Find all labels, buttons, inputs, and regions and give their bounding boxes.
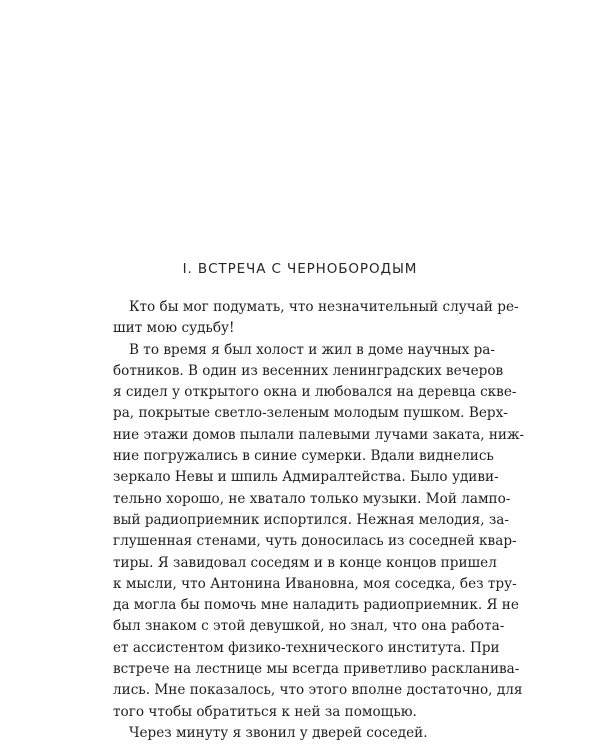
text-line: ние этажи домов пылали палевыми лучами заката, ниж- [113,426,525,443]
text-line: тиры. Я завидовал соседям и в конце концов пришел [113,554,497,571]
text-line: встрече на лестнице мы всегда приветливо раскланива- [113,661,520,678]
text-line: Кто бы мог подумать, что незначительный случай ре- [129,299,519,315]
text-line: вый радиоприемник испортился. Нежная мелодия, за- [113,511,509,528]
text-line: тельно хорошо, не хватало только музыки. Мой лампо- [113,490,511,507]
text-line: ра, покрытые светло-зеленым молодым пушком. Верх- [113,405,508,422]
text-line: Через минуту я звонил у дверей соседей. [129,724,428,741]
paragraph [113,297,519,340]
body-text [113,297,525,744]
text-line: зеркало Невы и шпиль Адмиралтейства. Было удиви- [113,469,499,486]
paragraph [113,723,485,744]
text-line: того чтобы обратиться к ней за помощью. [113,703,417,720]
text-line: лись. Мне показалось, что этого вполне достаточно, для [113,682,523,699]
text-line: В то время я был холост и жил в доме научных ра- [129,341,495,358]
text-line: шит мою судьбу! [113,320,235,337]
text-line: да могла бы помочь мне наладить радиоприемник. Я не [113,597,519,614]
text-line: был знаком с этой девушкой, но знал, что она работа- [113,618,505,635]
text-line: ботников. В один из весенних ленинградских вечеров [113,362,504,379]
paragraph [113,340,525,723]
text-line: к мысли, что Антонина Ивановна, моя соседка, без тру- [113,575,517,592]
chapter-title: I. ВСТРЕЧА С ЧЕРНОБОРОДЫМ [182,261,418,277]
text-line: я сидел у открытого окна и любовался на деревца скве- [113,384,517,401]
text-line: ет ассистентом физико-технического института. При [113,639,500,656]
text-line: глушенная стенами, чуть доносилась из соседней квар- [113,533,517,550]
text-line: ние погружались в синие сумерки. Вдали виднелись [113,448,494,465]
